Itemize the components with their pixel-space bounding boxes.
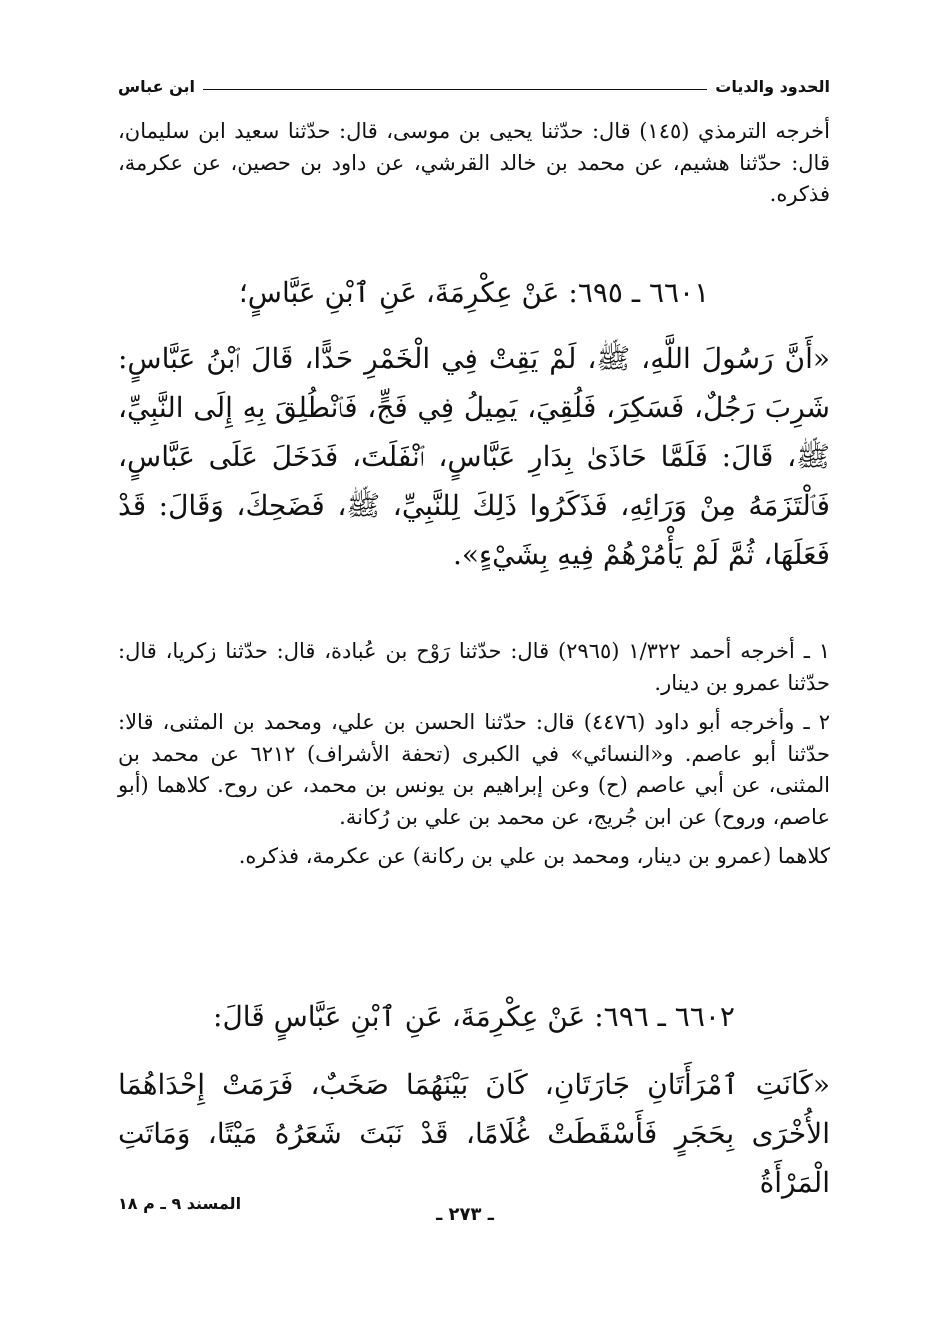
hadith-6601-heading: ٦٦٠١ ـ ٦٩٥: عَنْ عِكْرِمَةَ، عَنِ ٱبْنِ عَبَّاسٍ؛ (238, 276, 710, 309)
volume-signature: المسند ٩ ـ م ١٨ (118, 1194, 242, 1213)
running-header (118, 62, 830, 96)
header-rule (203, 89, 707, 90)
header-chapter-title: الحدود والديات (715, 77, 830, 96)
header-narrator: ابن عباس (118, 77, 196, 96)
hadith-6601-text (118, 334, 830, 587)
hadith-6601-note-3: كلاهما (عمرو بن دينار، ومحمد بن علي بن ركانة) عن عكرمة، فذكره. (238, 844, 830, 868)
hadith-6602-text (118, 1060, 830, 1215)
intro-takhrij-note (118, 116, 830, 219)
hadith-6602-body: «كَانَتِ ٱمْرَأَتَانِ جَارَتَانِ، كَانَ بَيْنَهُمَا صَخَبٌ، فَرَمَتْ إِحْدَاهُمَا الأُخْرَى بِحَجَرٍ فَأَسْقَطَتْ غُلَامًا، قَدْ نَبَتَ شَعَرُهُ مَيْتًا، وَمَاتَتِ الْمَرْأَةُ (118, 1068, 830, 1199)
hadith-6601-body: «أَنَّ رَسُولَ اللَّهِ، ﷺ، لَمْ يَقِتْ فِي الْخَمْرِ حَدًّا، قَالَ ٱبْنُ عَبَّاسٍ: شَرِبَ رَجُلٌ، فَسَكِرَ، فَلُقِيَ، يَمِيلُ فِي فَجٍّ، فَٱنْطُلِقَ بِهِ إِلَى النَّبِيِّ، ﷺ، قَالَ: فَلَمَّا حَاذَىٰ بِدَارِ عَبَّاسٍ، ٱنْفَلَتَ، فَدَخَلَ عَلَى عَبَّاسٍ، فَٱلْتَزَمَهُ مِنْ وَرَائِهِ، فَذَكَرُوا ذَلِكَ لِلنَّبِيِّ، ﷺ، فَضَحِكَ، وَقَالَ: قَدْ فَعَلَهَا، ثُمَّ لَمْ يَأْمُرْهُمْ فِيهِ بِشَيْءٍ». (118, 342, 830, 571)
hadith-6602-heading: ٦٦٠٢ ـ ٦٩٦: عَنْ عِكْرِمَةَ، عَنِ ٱبْنِ عَبَّاسٍ قَالَ: (213, 1000, 735, 1033)
intro-note-text: أخرجه الترمذي (١٤٥) قال: حدّثنا يحيى بن موسى، قال: حدّثنا سعيد ابن سليمان، قال: حدّثنا هشيم، عن محمد بن خالد القرشي، عن داود بن حصين، عن عكرمة، فذكره. (118, 119, 830, 206)
hadith-6601-note-1: ١ ـ أخرجه أحمد ١/٣٢٢ (٢٩٦٥) قال: حدّثنا رَوْح بن عُبادة، قال: حدّثنا زكريا، قال: حدّثنا عمرو بن دينار. (118, 639, 830, 695)
page-number: ـ ٢٧٣ ـ (436, 1204, 494, 1225)
hadith-6601-note-2: ٢ ـ وأخرجه أبو داود (٤٤٧٦) قال: حدّثنا الحسن بن علي، ومحمد بن المثنى، قالا: حدّثنا أبو عاصم. و«النسائي» في الكبرى (تحفة الأشراف) ٦٢١٢ عن محمد بن المثنى، عن أبي عاصم (ح) وعن إبراهيم بن يونس بن محمد، عن روح. كلاهما (أبو عاصم، وروح) عن ابن جُريج، عن محمد بن علي بن رُكانة. (118, 710, 831, 829)
hadith-6601-notes (118, 636, 830, 881)
